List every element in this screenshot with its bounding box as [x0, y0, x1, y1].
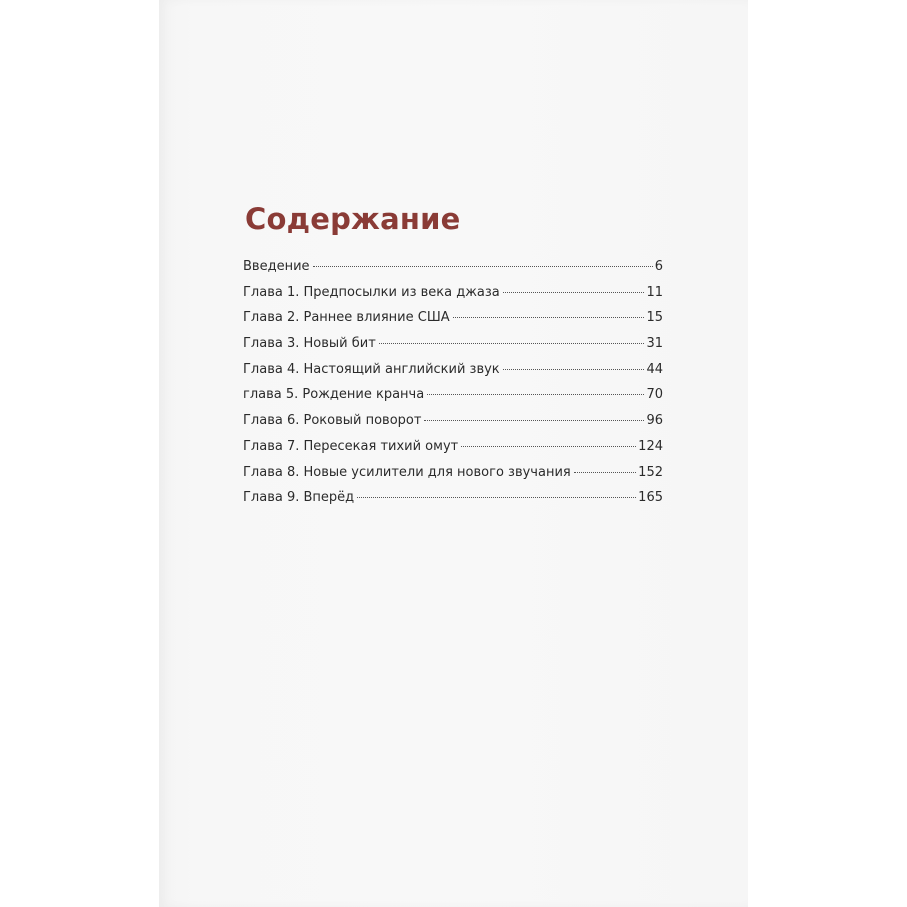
- toc-entry-label: Глава 9. Вперёд: [243, 490, 355, 506]
- toc-page-number: 6: [654, 259, 663, 274]
- toc-dot-leader: [424, 420, 644, 421]
- toc-entry-label: Глава 8. Новые усилители для нового звучания: [243, 464, 571, 480]
- toc-entry-label: Введение: [243, 259, 310, 274]
- toc-entry-label: Глава 2. Раннее влияние США: [243, 310, 450, 326]
- toc-dot-leader: [461, 446, 636, 447]
- toc-page-number: 44: [646, 361, 663, 377]
- toc-entry-label: Глава 4. Настоящий английский звук: [243, 361, 500, 377]
- toc-dot-leader: [453, 317, 645, 318]
- toc-entry-chapter-7: [243, 439, 663, 465]
- toc-dot-leader: [357, 497, 636, 498]
- toc-entry-chapter-9: [243, 490, 663, 516]
- toc-entry-chapter-2: [243, 310, 663, 336]
- toc-page-number: 70: [646, 387, 663, 403]
- toc-page-number: 96: [646, 413, 663, 429]
- toc-page-number: 152: [638, 464, 663, 480]
- toc-entry-intro: [243, 259, 663, 285]
- toc-dot-leader: [313, 266, 653, 267]
- toc-entry-label: Глава 3. Новый бит: [243, 336, 376, 352]
- toc-dot-leader: [503, 369, 645, 370]
- toc-page-number: 124: [638, 438, 663, 454]
- toc-entry-label: Глава 6. Роковый поворот: [243, 413, 422, 429]
- toc-entry-chapter-8: [243, 465, 663, 491]
- toc-page-number: 31: [646, 336, 663, 352]
- toc-dot-leader: [574, 472, 636, 473]
- toc-entry-chapter-4: [243, 362, 663, 388]
- toc-entry-label: глава 5. Рождение кранча: [243, 387, 425, 403]
- toc-entry-chapter-3: [243, 336, 663, 362]
- toc-dot-leader: [379, 343, 645, 344]
- toc-entry-chapter-6: [243, 413, 663, 439]
- toc-list: [243, 259, 663, 516]
- toc-entry-chapter-1: [243, 285, 663, 311]
- toc-dot-leader: [427, 394, 644, 395]
- toc-page-number: 15: [646, 310, 663, 326]
- toc-entry-label: Глава 7. Пересекая тихий омут: [243, 438, 459, 454]
- toc-dot-leader: [503, 292, 645, 293]
- toc-entry-label: Глава 1. Предпосылки из века джаза: [243, 284, 500, 300]
- toc-page-number: 11: [646, 284, 663, 300]
- toc-entry-chapter-5: [243, 387, 663, 413]
- toc-title: Содержание: [245, 202, 461, 236]
- toc-page-number: 165: [638, 490, 663, 506]
